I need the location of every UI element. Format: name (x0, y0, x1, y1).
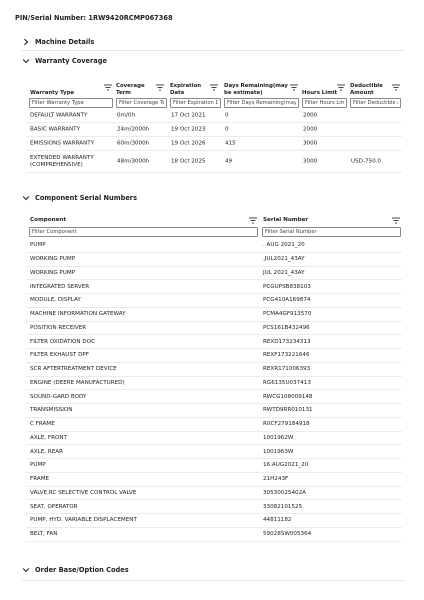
serial-number-cell: PCG410A169874 (263, 297, 311, 304)
component-cell: MACHINE INFORMATION GATEWAY (30, 311, 126, 318)
serial-number-cell: RWCG108009148 (263, 393, 313, 400)
column-menu-icon[interactable] (290, 84, 298, 91)
filter-serial-number-input[interactable] (262, 227, 401, 237)
component-cell: BELT, FAN (30, 531, 58, 538)
column-menu-icon[interactable] (249, 217, 257, 224)
serial-number-cell: JUL 2021_43AY (263, 269, 305, 276)
column-menu-icon[interactable] (210, 84, 218, 91)
expiration-date-cell: 19 Oct 2023 (171, 126, 206, 132)
column-menu-icon[interactable] (337, 84, 345, 91)
table-row[interactable] (26, 294, 402, 308)
component-cell: PUMP (30, 462, 46, 469)
component-cell: C FRAME (30, 421, 55, 428)
days-remaining-cell: 0 (225, 112, 229, 118)
table-row[interactable] (26, 390, 402, 404)
col-days-remaining[interactable]: Days Remaining(may be estimate) (224, 83, 288, 96)
component-cell: FRAME (30, 476, 50, 483)
chevron-down-icon (22, 194, 30, 202)
divider (22, 580, 405, 581)
serial-number-cell: RG6135U037413 (263, 379, 311, 386)
component-rows (26, 239, 402, 542)
table-row[interactable] (26, 500, 402, 514)
table-row[interactable] (26, 308, 402, 322)
serial-number-cell: 30530025402A (263, 489, 306, 496)
expiration-date-cell: 17 Oct 2021 (171, 112, 206, 118)
component-table (26, 215, 402, 542)
serial-number-cell: PCMA4GF913570 (263, 311, 312, 318)
serial-number-cell: REXD173234313 (263, 338, 311, 345)
component-serial-numbers-label: Component Serial Numbers (35, 194, 137, 202)
warranty-table-header (26, 78, 402, 97)
deductible-amount-cell: USD-750.0 (351, 158, 381, 164)
component-filter-row (26, 227, 402, 239)
table-row[interactable] (26, 487, 402, 501)
warranty-coverage-label: Warranty Coverage (35, 57, 107, 65)
serial-number-cell: REXF173221646 (263, 352, 310, 359)
component-cell: AXLE, REAR (30, 448, 63, 455)
component-cell: FILTER EXHAUST DPF (30, 352, 89, 359)
component-cell: INTEGRATED SERVER (30, 283, 90, 290)
column-menu-icon[interactable] (392, 84, 400, 91)
warranty-type-cell: DEFAULT WARRANTY (30, 112, 88, 118)
component-cell: PUMP (30, 242, 46, 249)
component-cell: POSITION RECEIVER (30, 324, 87, 331)
hours-limit-cell: 2000 (303, 112, 318, 118)
serial-number-cell: R0CF279184918 (263, 421, 310, 428)
filter-coverage-term-input[interactable] (116, 98, 167, 108)
filter-deductible-amount-input[interactable] (350, 98, 401, 108)
table-row[interactable] (26, 514, 402, 528)
warranty-type-cell: EXTENDED WARRANTY (COMPREHENSIVE) (30, 154, 94, 168)
col-serial-number[interactable]: Serial Number (263, 217, 309, 223)
component-cell: VALVE,RC SELECTIVE CONTROL VALVE (30, 489, 137, 496)
table-row[interactable] (26, 404, 402, 418)
coverage-term-cell: 0m/0h (117, 112, 135, 118)
component-cell: SOUND-GARD BODY (30, 393, 87, 400)
serial-number-cell: . AUG 2021_20 (263, 242, 305, 249)
component-cell: AXLE, FRONT (30, 434, 67, 441)
filter-days-remaining-input[interactable] (224, 98, 299, 108)
column-menu-icon[interactable] (392, 217, 400, 224)
component-cell: WORKING PUMP (30, 256, 76, 263)
days-remaining-cell: 0 (225, 126, 229, 132)
component-cell: FILTER OXIDATION DOC (30, 338, 96, 345)
warranty-type-cell: EMISSIONS WARRANTY (30, 140, 95, 146)
table-row[interactable] (26, 377, 402, 391)
col-coverage-term[interactable]: Coverage Term (116, 83, 145, 96)
column-menu-icon[interactable] (104, 84, 112, 91)
hours-limit-cell: 3000 (303, 158, 318, 164)
expiration-date-cell: 19 Oct 2026 (171, 140, 206, 146)
filter-hours-limit-input[interactable] (302, 98, 347, 108)
table-row[interactable] (26, 280, 402, 294)
component-cell: PUMP, HYD. VARIABLE DISPLACEMENT (30, 517, 137, 524)
warranty-coverage-toggle[interactable] (22, 57, 107, 65)
col-component[interactable]: Component (30, 217, 67, 223)
col-deductible-amount[interactable]: Deductible Amount (350, 83, 383, 96)
order-base-option-codes-label: Order Base/Option Codes (35, 566, 129, 574)
table-row[interactable] (26, 349, 402, 363)
divider (22, 50, 405, 51)
table-row[interactable] (26, 473, 402, 487)
serial-number-cell: 33082101525 (263, 503, 303, 510)
table-row[interactable] (26, 363, 402, 377)
col-warranty-type[interactable]: Warranty Type (30, 90, 75, 96)
filter-warranty-type-input[interactable] (29, 98, 113, 108)
filter-expiration-date-input[interactable] (170, 98, 221, 108)
coverage-term-cell: 60m/3000h (117, 140, 150, 146)
table-row[interactable] (26, 418, 402, 432)
pin-serial-number: PIN/Serial Number: 1RW9420RCMP067368 (15, 14, 173, 22)
table-row[interactable] (26, 335, 402, 349)
days-remaining-cell: 415 (225, 140, 236, 146)
component-cell: ENGINE (DEERE MANUFACTURED) (30, 379, 125, 386)
warranty-table (26, 78, 402, 173)
col-expiration-date[interactable]: Expiration Date (170, 83, 202, 96)
coverage-term-cell: 48m/3000h (117, 158, 150, 164)
table-row[interactable] (26, 459, 402, 473)
column-menu-icon[interactable] (156, 84, 164, 91)
component-cell: SEAT, OPERATOR (30, 503, 78, 510)
component-cell: SCR AFTERTREATMENT DEVICE (30, 366, 117, 373)
component-cell: MODULE, DISPLAY (30, 297, 81, 304)
component-table-header (26, 215, 402, 226)
serial-number-cell: 44811182 (263, 517, 292, 524)
chevron-down-icon (22, 566, 30, 574)
machine-details-label: Machine Details (35, 38, 95, 46)
table-row[interactable] (26, 445, 402, 459)
serial-number-cell: .JUL2021_43AY (263, 256, 305, 263)
table-row[interactable] (26, 253, 402, 267)
serial-number-cell: 16.AUG2021_20 (263, 462, 309, 469)
warranty-type-cell: BASIC WARRANTY (30, 126, 80, 132)
filter-component-input[interactable] (29, 227, 258, 237)
serial-number-cell: PCS161B432496 (263, 324, 310, 331)
expiration-date-cell: 18 Oct 2025 (171, 158, 206, 164)
coverage-term-cell: 24m/2000h (117, 126, 150, 132)
component-cell: TRANSMISSION (30, 407, 73, 414)
serial-number-cell: REXR171006393 (263, 366, 311, 373)
chevron-right-icon (22, 38, 30, 46)
serial-number-cell: 1001963W (263, 448, 294, 455)
hours-limit-cell: 2000 (303, 126, 318, 132)
serial-number-cell: 21H243F (263, 476, 289, 483)
hours-limit-cell: 3000 (303, 140, 318, 146)
serial-number-cell: 59028SW005364 (263, 531, 312, 538)
table-row[interactable] (26, 267, 402, 281)
table-row[interactable] (26, 239, 402, 253)
machine-details-toggle[interactable] (22, 38, 94, 46)
serial-number-cell: RWTD9RR010131 (263, 407, 313, 414)
table-row[interactable] (26, 151, 402, 173)
days-remaining-cell: 49 (225, 158, 233, 164)
table-row[interactable] (26, 322, 402, 336)
order-base-option-codes-toggle[interactable] (22, 566, 129, 574)
table-row[interactable] (26, 137, 402, 151)
table-row[interactable] (26, 109, 402, 123)
serial-number-cell: PCGUPSB838103 (263, 283, 311, 290)
warranty-filter-row (26, 98, 402, 109)
table-row[interactable] (26, 123, 402, 137)
component-cell: WORKING PUMP (30, 269, 76, 276)
table-row[interactable] (26, 432, 402, 446)
component-serial-numbers-toggle[interactable] (22, 194, 137, 202)
chevron-down-icon (22, 57, 30, 65)
table-row[interactable] (26, 528, 402, 542)
serial-number-cell: 1001962W (263, 434, 294, 441)
col-hours-limit[interactable]: Hours Limit (302, 90, 338, 96)
